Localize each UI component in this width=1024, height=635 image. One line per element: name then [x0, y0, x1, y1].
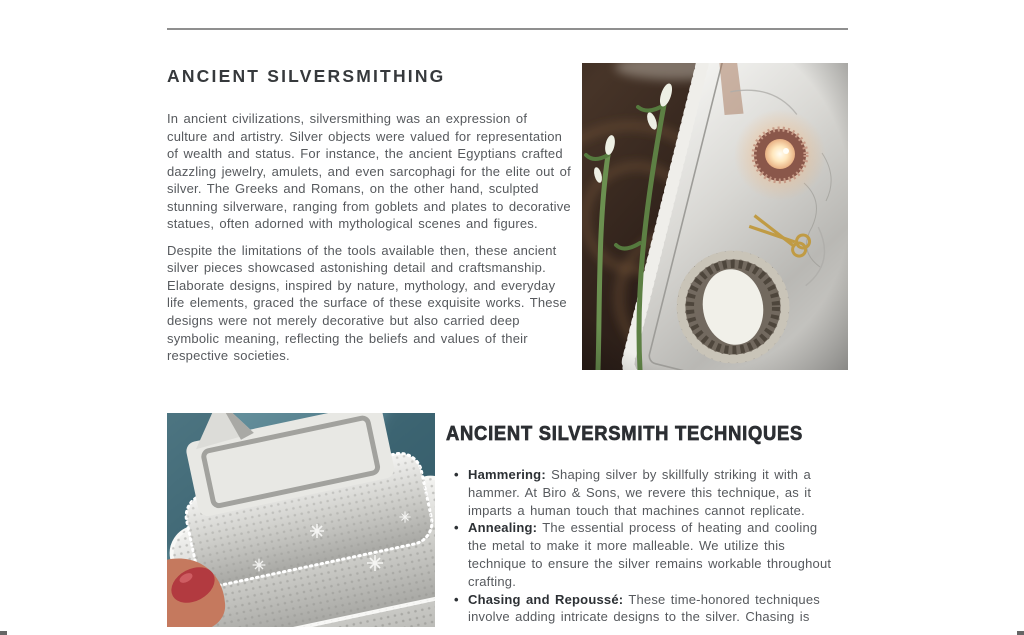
section1-heading: ANCIENT SILVERSMITHING: [167, 66, 446, 86]
page-corner-mark-left: [0, 631, 7, 635]
photo-vignette: [582, 63, 848, 370]
technique-label: Annealing:: [468, 520, 538, 536]
technique-label: Chasing and Repoussé:: [468, 591, 624, 607]
technique-item-annealing: [446, 519, 839, 590]
silver-box-photo: [167, 413, 435, 627]
techniques-list: [446, 466, 839, 626]
paragraph-2: Despite the limitations of the tools available then, these ancient silver pieces showcased astonishing detail and craftsmanship. Elaborate designs, inspired by nature, mythology, and everyday life elements, graced the surface of these exquisite works. These designs were not merely decorative but also carried deep symbolic meaning, reflecting the beliefs and values of their respective societies.: [167, 242, 567, 364]
section1-text-column: [167, 110, 571, 374]
top-divider: [167, 28, 848, 30]
paragraph-1: In ancient civilizations, silversmithing was an expression of culture and artistry. Silver objects were valued for representation of wealth and status. For instance, the ancient Egyptians crafted dazzling jewelry, amulets, and even sarcophagi for the elite out of silver. The Greeks and Romans, on the other hand, sculpted stunning silverware, ranging from goblets and plates to decorative statues, often adorned with mythological scenes and figures.: [167, 111, 571, 232]
silver-tray-photo: [582, 63, 848, 370]
technique-item-chasing-repousse: [446, 591, 839, 627]
page-corner-mark-right: [1017, 631, 1024, 635]
section2-heading: ANCIENT SILVERSMITH TECHNIQUES: [446, 423, 804, 445]
technique-label: Hammering:: [468, 467, 546, 482]
technique-item-hammering: [446, 466, 839, 519]
technique-text: These time-honored techniques involve adding intricate designs to the silver. Chasing is: [468, 591, 820, 625]
technique-text: The essential process of heating and cooling the metal to make it more malleable. We utilize this technique to ensure the silver remains workable throughout crafting.: [468, 520, 832, 589]
technique-text: Shaping silver by skillfully striking it with a hammer. At Biro & Sons, we revere this technique, as it imparts a human touch that machines cannot replicate.: [468, 467, 812, 518]
